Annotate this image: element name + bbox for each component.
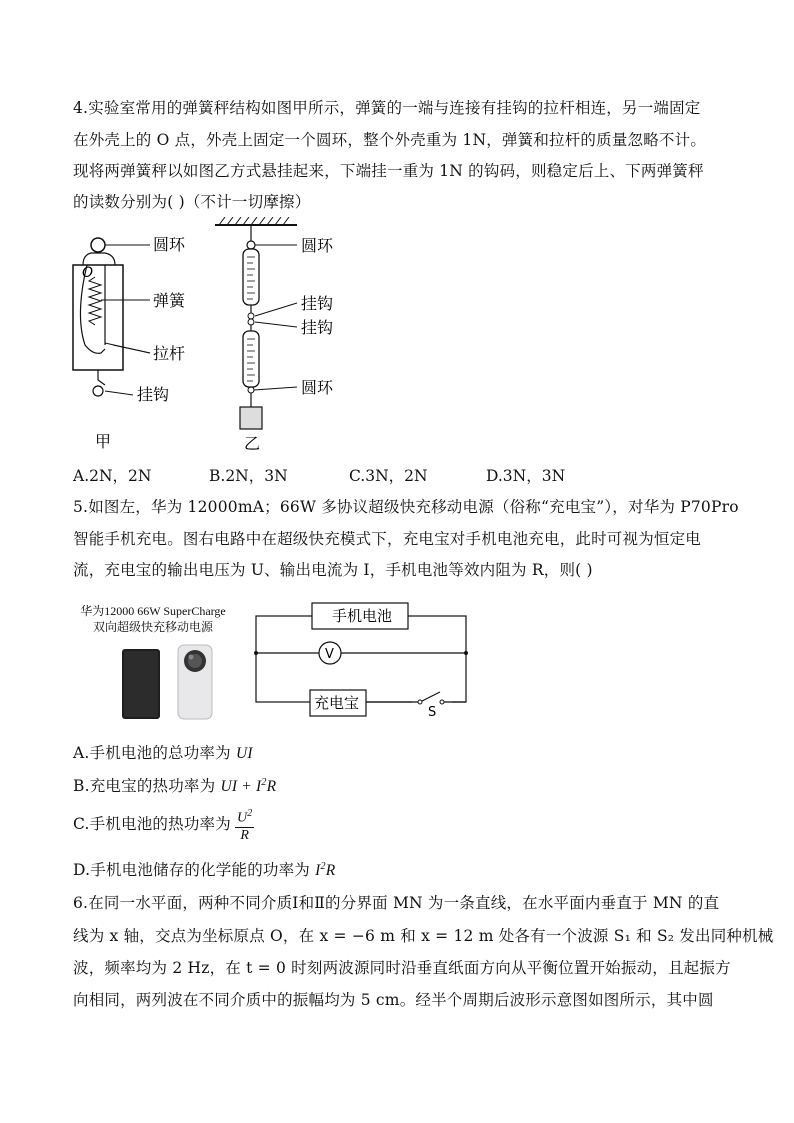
q6-line-3: 波，频率均为 2 Hz，在 t = 0 时刻两波源同时沿垂直纸面方向从平衡位置开始振动，且起振方: [73, 959, 731, 977]
q4-option-d: D.3N，3N: [486, 467, 566, 485]
battery-label: 手机电池: [332, 607, 393, 625]
label-ring-a: 圆环: [153, 235, 186, 254]
photo-caption-2: 双向超级快充移动电源: [92, 620, 213, 634]
q4-option-b: B.2N，3N: [209, 467, 288, 485]
label-ring-top: 圆环: [301, 236, 334, 255]
photo-caption-1: 华为12000 66W SuperCharge: [80, 604, 226, 618]
caption-b: 乙: [244, 434, 261, 453]
q5-option-c: C.手机电池的热功率为 $\frac{U^2}{R}$: [73, 808, 253, 843]
q5-line-3: 流，充电宝的输出电压为 U、输出电流为 I，手机电池等效内阻为 R，则( ): [73, 561, 593, 579]
label-ring-bottom: 圆环: [301, 378, 334, 397]
spring-scale-figure-a: [65, 225, 205, 455]
q4-line-2: 在外壳上的 O 点，外壳上固定一个圆环，整个外壳重为 1N，弹簧和拉杆的质量忽略不计。: [73, 131, 707, 149]
q4-option-c: C.3N，2N: [349, 467, 428, 485]
caption-a: 甲: [95, 432, 112, 451]
label-hook-1: 挂钩: [301, 294, 334, 313]
q6-line-2: 线为 x 轴，交点为坐标原点 O，在 x = −6 m 和 x = 12 m 处各有一个波源 S₁ 和 S₂ 发出同种机械: [73, 927, 774, 945]
label-spring-a: 弹簧: [153, 291, 186, 310]
product-photo: [118, 643, 228, 723]
q4-option-a: A.2N，2N: [73, 467, 152, 485]
label-rod-a: 拉杆: [153, 344, 186, 363]
q5-line-1: 5.如图左，华为 12000mA；66W 多协议超级快充移动电源（俗称“充电宝”），对华为 P70Pro: [73, 498, 739, 516]
q5-line-2: 智能手机充电。图右电路中在超级快充模式下，充电宝对手机电池充电，此时可视为恒定电: [73, 530, 702, 548]
q6-line-1: 6.在同一水平面，两种不同介质Ⅰ和Ⅱ的分界面 MN 为一条直线，在水平面内垂直于 MN 的直: [73, 894, 720, 912]
label-hook-2: 挂钩: [301, 318, 334, 337]
spring-scale-figure-b: [205, 217, 355, 457]
q5-option-a: A.手机电池的总功率为 UI: [73, 744, 253, 762]
fraction-u2-over-r: $\frac{U^2}{R}$: [236, 808, 253, 843]
circuit-diagram: [252, 598, 472, 718]
label-hook-a: 挂钩: [137, 385, 170, 404]
switch-label: S: [428, 705, 437, 718]
label-o-point: O: [82, 265, 94, 281]
voltmeter-label: V: [325, 647, 334, 662]
q4-line-1: 4.实验室常用的弹簧秤结构如图甲所示，弹簧的一端与连接有挂钩的拉杆相连，另一端固定: [73, 99, 701, 117]
q4-line-4: 的读数分别为( )（不计一切摩擦）: [73, 193, 311, 211]
q6-line-4: 向相同，两列波在不同介质中的振幅均为 5 cm。经半个周期后波形示意图如图所示，其中圆: [73, 991, 714, 1009]
q4-line-3: 现将两弹簧秤以如图乙方式悬挂起来，下端挂一重为 1N 的钩码，则稳定后上、下两弹簧秤: [73, 162, 704, 180]
q5-option-b: B.充电宝的热功率为 UI + $I^2R$: [73, 776, 277, 795]
q5-option-d: D.手机电池储存的化学能的功率为 $I^2R$: [73, 860, 336, 879]
power-bank-label: 充电宝: [314, 694, 360, 712]
